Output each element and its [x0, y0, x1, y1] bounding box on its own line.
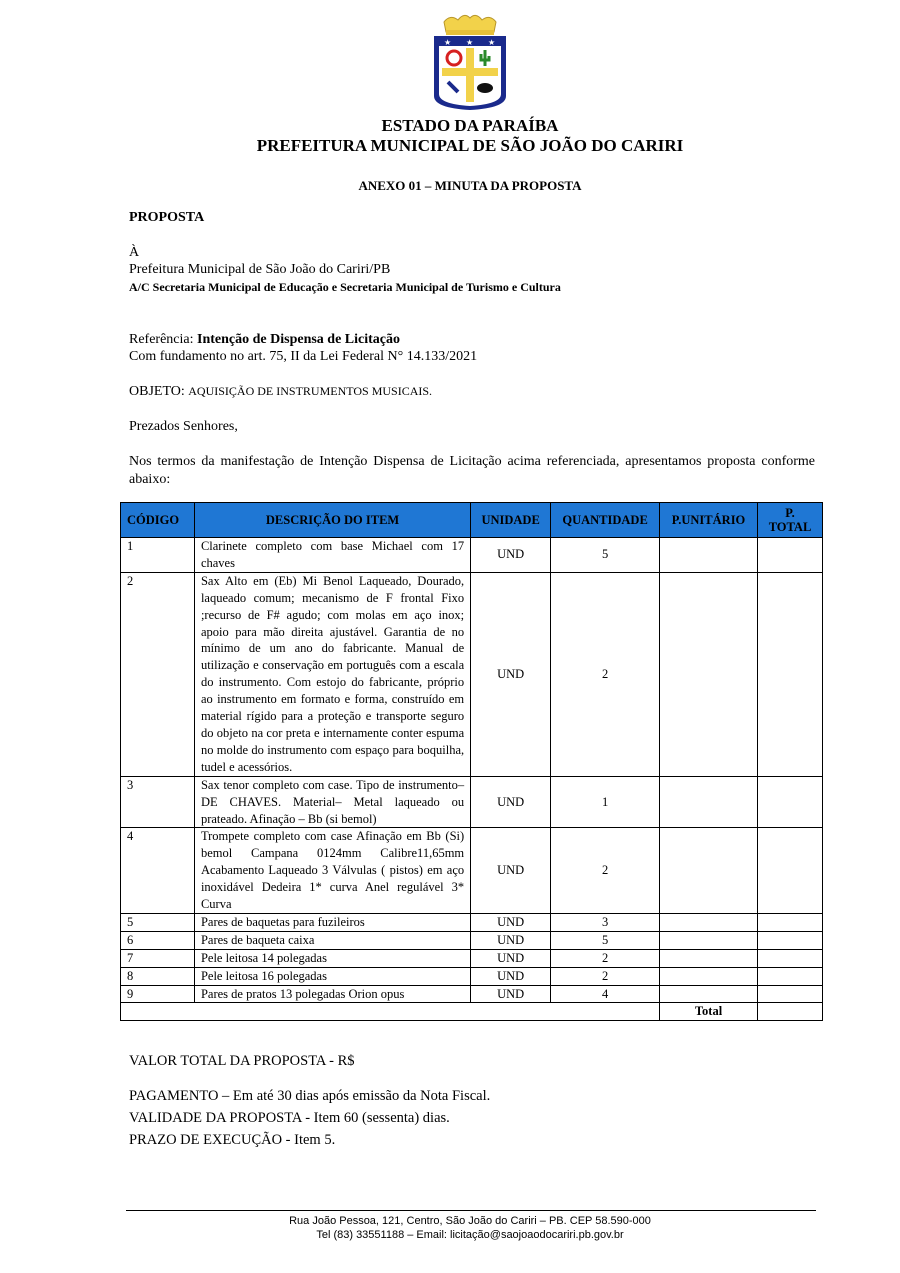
item-code: 5 — [121, 913, 195, 931]
item-unit-price — [660, 913, 758, 931]
table-row — [121, 967, 823, 985]
item-code: 6 — [121, 931, 195, 949]
item-unit-price — [660, 985, 758, 1003]
item-quantity: 3 — [551, 913, 660, 931]
object-line — [129, 383, 432, 400]
proposal-label: PROPOSTA — [129, 210, 205, 225]
recipient-attention: A/C Secretaria Municipal de Educação e Secretaria Municipal de Turismo e Cultura — [129, 280, 561, 294]
item-description: Sax tenor completo com case. Tipo de instrumento– DE CHAVES. Material– Metal laqueado ou prateado. Afinação – Bb (si bemol) — [194, 776, 470, 828]
item-description: Pele leitosa 14 polegadas — [194, 949, 470, 967]
svg-text:★: ★ — [466, 38, 474, 47]
item-total — [758, 967, 823, 985]
municipal-crest-icon — [430, 12, 510, 112]
item-description: Pares de pratos 13 polegadas Orion opus — [194, 985, 470, 1003]
item-quantity: 5 — [551, 538, 660, 573]
item-unit-price — [660, 538, 758, 573]
summary-total: VALOR TOTAL DA PROPOSTA - R$ — [129, 1053, 355, 1069]
table-total-row — [121, 1003, 823, 1021]
annex-title: ANEXO 01 – MINUTA DA PROPOSTA — [358, 178, 582, 193]
item-quantity: 2 — [551, 572, 660, 776]
item-total — [758, 985, 823, 1003]
footer-contact: Tel (83) 33551188 – Email: licitação@saojoaodocariri.pb.gov.br — [316, 1229, 624, 1241]
item-total — [758, 949, 823, 967]
item-code: 1 — [121, 538, 195, 573]
summary-payment: PAGAMENTO – Em até 30 dias após emissão da Nota Fiscal. — [129, 1088, 491, 1104]
item-unit-price — [660, 828, 758, 914]
item-quantity: 4 — [551, 985, 660, 1003]
table-row — [121, 949, 823, 967]
table-row — [121, 913, 823, 931]
total-label: Total — [660, 1003, 758, 1021]
table-row — [121, 985, 823, 1003]
table-header-row — [121, 503, 823, 538]
summary-validity: VALIDADE DA PROPOSTA - Item 60 (sessenta) dias. — [129, 1110, 450, 1126]
item-description: Pares de baquetas para fuzileiros — [194, 913, 470, 931]
reference-label: Referência: — [129, 332, 198, 347]
item-code: 9 — [121, 985, 195, 1003]
item-code: 8 — [121, 967, 195, 985]
item-description: Pele leitosa 16 polegadas — [194, 967, 470, 985]
state-title: ESTADO DA PARAÍBA — [381, 116, 559, 135]
recipient-org: Prefeitura Municipal de São João do Cariri/PB — [129, 262, 391, 277]
items-table — [120, 502, 823, 1021]
header-unit-price: P.UNITÁRIO — [660, 503, 758, 538]
item-quantity: 2 — [551, 828, 660, 914]
item-code: 7 — [121, 949, 195, 967]
item-description: Clarinete completo com base Michael com 17 chaves — [194, 538, 470, 573]
header-unit: UNIDADE — [471, 503, 551, 538]
item-total — [758, 913, 823, 931]
footer-address: Rua João Pessoa, 121, Centro, São João do Cariri – PB. CEP 58.590-000 — [289, 1215, 651, 1227]
svg-text:★: ★ — [444, 38, 452, 47]
header-description: DESCRIÇÃO DO ITEM — [194, 503, 470, 538]
header-code: CÓDIGO — [121, 503, 195, 538]
item-total — [758, 828, 823, 914]
svg-text:★: ★ — [488, 38, 496, 47]
reference-basis: Com fundamento no art. 75, II da Lei Federal N° 14.133/2021 — [129, 349, 478, 364]
greeting: Prezados Senhores, — [129, 419, 238, 434]
total-value — [758, 1003, 823, 1021]
item-quantity: 5 — [551, 931, 660, 949]
intro-paragraph: Nos termos da manifestação de Intenção Dispensa de Licitação acima referenciada, apresentamos proposta conforme abaixo: — [129, 454, 815, 487]
item-unit: UND — [471, 913, 551, 931]
item-unit: UND — [471, 985, 551, 1003]
prefecture-title: PREFEITURA MUNICIPAL DE SÃO JOÃO DO CARIRI — [256, 136, 684, 155]
reference-value: Intenção de Dispensa de Licitação — [197, 332, 401, 347]
item-quantity: 1 — [551, 776, 660, 828]
table-row — [121, 538, 823, 573]
item-unit: UND — [471, 572, 551, 776]
total-spacer — [121, 1003, 660, 1021]
item-description: Pares de baqueta caixa — [194, 931, 470, 949]
item-unit-price — [660, 967, 758, 985]
table-row — [121, 931, 823, 949]
item-unit: UND — [471, 931, 551, 949]
item-unit: UND — [471, 776, 551, 828]
summary-deadline: PRAZO DE EXECUÇÃO - Item 5. — [129, 1132, 336, 1148]
table-row — [121, 572, 823, 776]
item-total — [758, 538, 823, 573]
header-quantity: QUANTIDADE — [551, 503, 660, 538]
item-unit-price — [660, 931, 758, 949]
item-total — [758, 572, 823, 776]
header-total: P. TOTAL — [758, 503, 823, 538]
item-code: 3 — [121, 776, 195, 828]
item-total — [758, 776, 823, 828]
object-value: AQUISIÇÃO DE INSTRUMENTOS MUSICAIS. — [188, 384, 433, 398]
item-unit-price — [660, 572, 758, 776]
item-total — [758, 931, 823, 949]
footer-divider — [126, 1210, 816, 1211]
item-description: Trompete completo com case Afinação em Bb (Si) bemol Campana 0124mm Calibre11,65mm Acabamento Laqueado 3 Válvulas ( pistos) em aço inoxidável Dedeira 1* curva Anel regulável 3* Curva — [194, 828, 470, 914]
recipient-to: À — [129, 245, 140, 260]
item-description: Sax Alto em (Eb) Mi Benol Laqueado, Dourado, laqueado comum; mecanismo de F frontal Fixo ;recurso de F# agudo; com molas em aço inox; apoio para mão direita ajustável. Garantia de no mínimo de um ano do fabricante. Manual de utilização e conservação em português com a escala do instrumento. Com estojo do fabricante, próprio ao instrumento em formato e forma, construído em material rígido para a proteção e transporte seguro do objeto na cor preta e internamente conter espuma no molde do instrumento com espaço para boquilha, tudel e acessórios. — [194, 572, 470, 776]
object-label: OBJETO: — [129, 384, 189, 399]
item-quantity: 2 — [551, 967, 660, 985]
item-unit: UND — [471, 828, 551, 914]
item-code: 2 — [121, 572, 195, 776]
reference-line — [129, 331, 400, 348]
item-unit: UND — [471, 967, 551, 985]
item-unit-price — [660, 776, 758, 828]
table-row — [121, 828, 823, 914]
item-code: 4 — [121, 828, 195, 914]
item-unit: UND — [471, 949, 551, 967]
item-quantity: 2 — [551, 949, 660, 967]
table-row — [121, 776, 823, 828]
item-unit-price — [660, 949, 758, 967]
item-unit: UND — [471, 538, 551, 573]
